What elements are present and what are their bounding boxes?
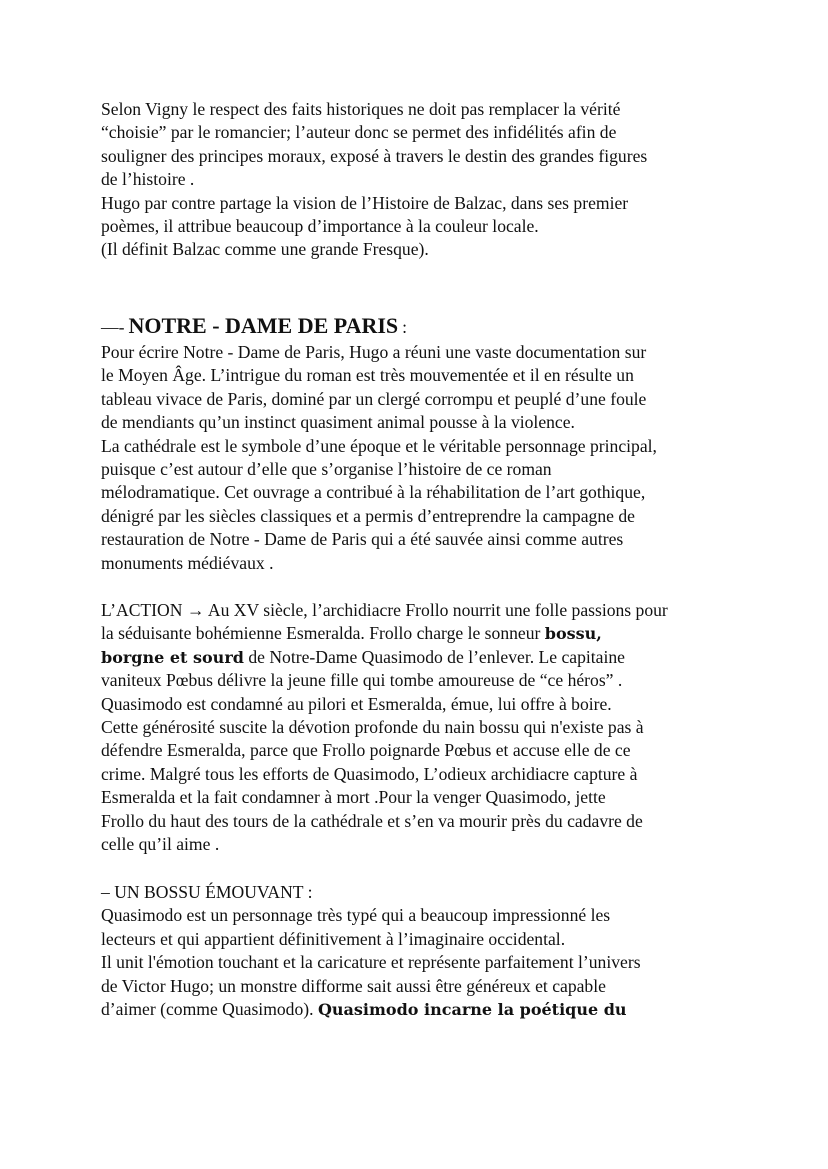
text-line: Il unit l'émotion touchant et la caricature et représente parfaitement l’univers	[101, 952, 641, 973]
text-line: Quasimodo est condamné au pilori et Esmeralda, émue, lui offre à boire.	[101, 693, 612, 714]
text-run: d’aimer (comme Quasimodo).	[101, 998, 318, 1019]
text-line	[101, 998, 741, 1021]
text-line: tableau vivace de Paris, dominé par un clergé corrompu et peuplé d’une foule	[101, 388, 647, 409]
text-line: mélodramatique. Cet ouvrage a contribué à la réhabilitation de l’art gothique,	[101, 482, 646, 503]
text-line: poèmes, il attribue beaucoup d’importance à la couleur locale.	[101, 215, 539, 236]
heading-colon: :	[402, 317, 408, 337]
bold-text: borgne et sourd	[101, 647, 244, 667]
text-line: monuments médiévaux .	[101, 552, 274, 573]
paragraph-action	[101, 599, 741, 856]
text-line: restauration de Notre - Dame de Paris qui a été sauvée ainsi comme autres	[101, 529, 624, 550]
text-line: défendre Esmeralda, parce que Frollo poignarde Pœbus et accuse elle de ce	[101, 740, 631, 761]
text-line: (Il définit Balzac comme une grande Fresque).	[101, 239, 429, 260]
paragraph-bossu	[101, 881, 741, 1021]
text-line: Cette générosité suscite la dévotion profonde du nain bossu qui n'existe pas à	[101, 716, 644, 737]
text-line: “choisie” par le romancier; l’auteur donc se permet des infidélités afin de	[101, 122, 617, 143]
text-run: la séduisante bohémienne Esmeralda. Frollo charge le sonneur	[101, 623, 545, 644]
heading-title: NOTRE - DAME DE PARIS	[128, 313, 399, 338]
text-line: puisque c’est autour d’elle que s’organise l’histoire de ce roman	[101, 458, 552, 479]
text-run: de Notre-Dame Quasimodo de l’enlever. Le capitaine	[243, 646, 625, 667]
text-line: de l’histoire .	[101, 169, 195, 190]
text-line: La cathédrale est le symbole d’une époque et le véritable personnage principal,	[101, 435, 657, 456]
paragraph-vigny-hugo	[101, 98, 741, 262]
text-line: vaniteux Pœbus délivre la jeune fille qui tombe amoureuse de “ce héros” .	[101, 670, 623, 691]
heading-dash: —-	[101, 317, 125, 337]
text-line: Frollo du haut des tours de la cathédrale et s’en va mourir près du cadavre de	[101, 810, 643, 831]
text-line	[101, 646, 741, 669]
text-line: Hugo par contre partage la vision de l’Histoire de Balzac, dans ses premier	[101, 192, 629, 213]
text-line: souligner des principes moraux, exposé à travers le destin des grandes figures	[101, 145, 648, 166]
text-line: L’ACTION → Au XV siècle, l’archidiacre Frollo nourrit une folle passions pour	[101, 600, 668, 620]
bold-text: Quasimodo incarne la poétique du	[317, 999, 627, 1019]
section-heading	[101, 311, 741, 341]
section-subtitle: – UN BOSSU ÉMOUVANT :	[101, 882, 313, 902]
text-line	[101, 622, 741, 645]
bold-text: bossu,	[544, 624, 602, 644]
text-line: de mendiants qu’un instinct quasiment animal pousse à la violence.	[101, 412, 575, 433]
text-line: le Moyen Âge. L’intrigue du roman est très mouvementée et il en résulte un	[101, 365, 634, 386]
text-line: celle qu’il aime .	[101, 833, 220, 854]
text-line: lecteurs et qui appartient définitivement à l’imaginaire occidental.	[101, 928, 566, 949]
text-line: Selon Vigny le respect des faits historiques ne doit pas remplacer la vérité	[101, 99, 621, 119]
paragraph-notre-dame	[101, 341, 741, 575]
text-line: de Victor Hugo; un monstre difforme sait aussi être généreux et capable	[101, 975, 606, 996]
text-line: Esmeralda et la fait condamner à mort .Pour la venger Quasimodo, jette	[101, 787, 606, 808]
text-line: dénigré par les siècles classiques et a permis d’entreprendre la campagne de	[101, 505, 635, 526]
text-line: Quasimodo est un personnage très typé qui a beaucoup impressionné les	[101, 905, 611, 926]
text-line: crime. Malgré tous les efforts de Quasimodo, L’odieux archidiacre capture à	[101, 763, 638, 784]
text-line: Pour écrire Notre - Dame de Paris, Hugo a réuni une vaste documentation sur	[101, 342, 647, 362]
